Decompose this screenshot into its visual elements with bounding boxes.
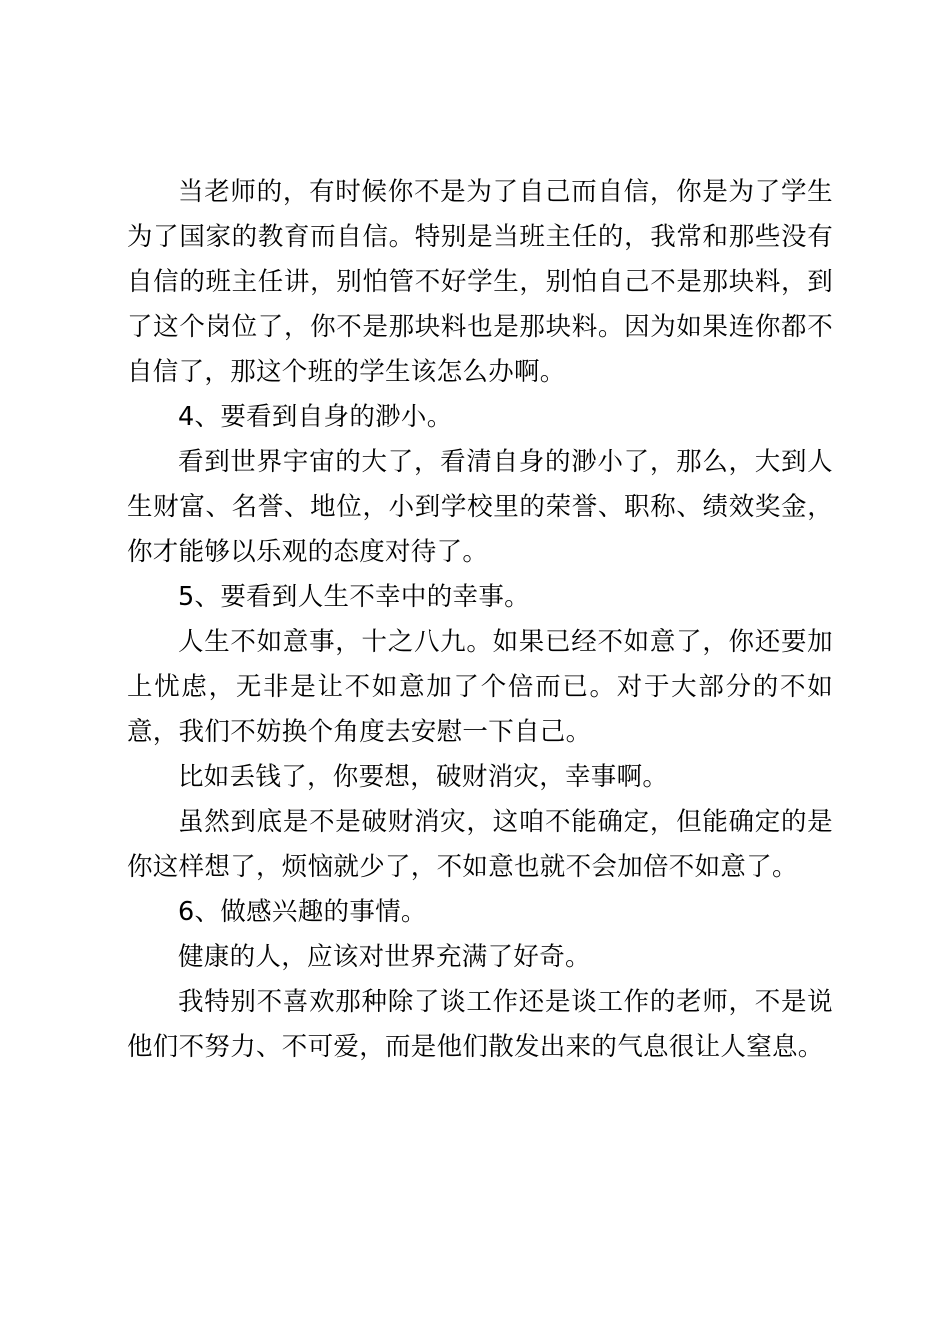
paragraph-teacher-confidence: 当老师的，有时候你不是为了自己而自信，你是为了学生为了国家的教育而自信。特别是当班主任的，我常和那些没有自信的班主任讲，别怕管不好学生，别怕自己不是那块料，到了这个岗位了，你不是那块料也是那块料。因为如果连你都不自信了，那这个班的学生该怎么办啊。	[127, 177, 833, 387]
document-body	[127, 170, 833, 1070]
paragraph-work-only-teachers: 我特别不喜欢那种除了谈工作还是谈工作的老师，不是说他们不努力、不可爱，而是他们散发出来的气息很让人窒息。	[127, 987, 833, 1062]
paragraph-fewer-worries: 虽然到底是不是破财消灾，这咱不能确定，但能确定的是你这样想了，烦恼就少了，不如意也就不会加倍不如意了。	[127, 807, 833, 882]
heading-item-5: 5、要看到人生不幸中的幸事。	[178, 582, 530, 612]
paragraph-lost-money: 比如丢钱了，你要想，破财消灾，幸事啊。	[178, 762, 669, 792]
paragraph-curiosity: 健康的人，应该对世界充满了好奇。	[178, 942, 591, 972]
paragraph-misfortune: 人生不如意事，十之八九。如果已经不如意了，你还要加上忧虑，无非是让不如意加了个倍而已。对于大部分的不如意，我们不妨换个角度去安慰一下自己。	[127, 627, 833, 747]
paragraph-insignificance: 看到世界宇宙的大了，看清自身的渺小了，那么，大到人生财富、名誉、地位，小到学校里的荣誉、职称、绩效奖金，你才能够以乐观的态度对待了。	[127, 447, 833, 567]
heading-item-6: 6、做感兴趣的事情。	[178, 897, 427, 927]
heading-item-4: 4、要看到自身的渺小。	[178, 402, 453, 432]
